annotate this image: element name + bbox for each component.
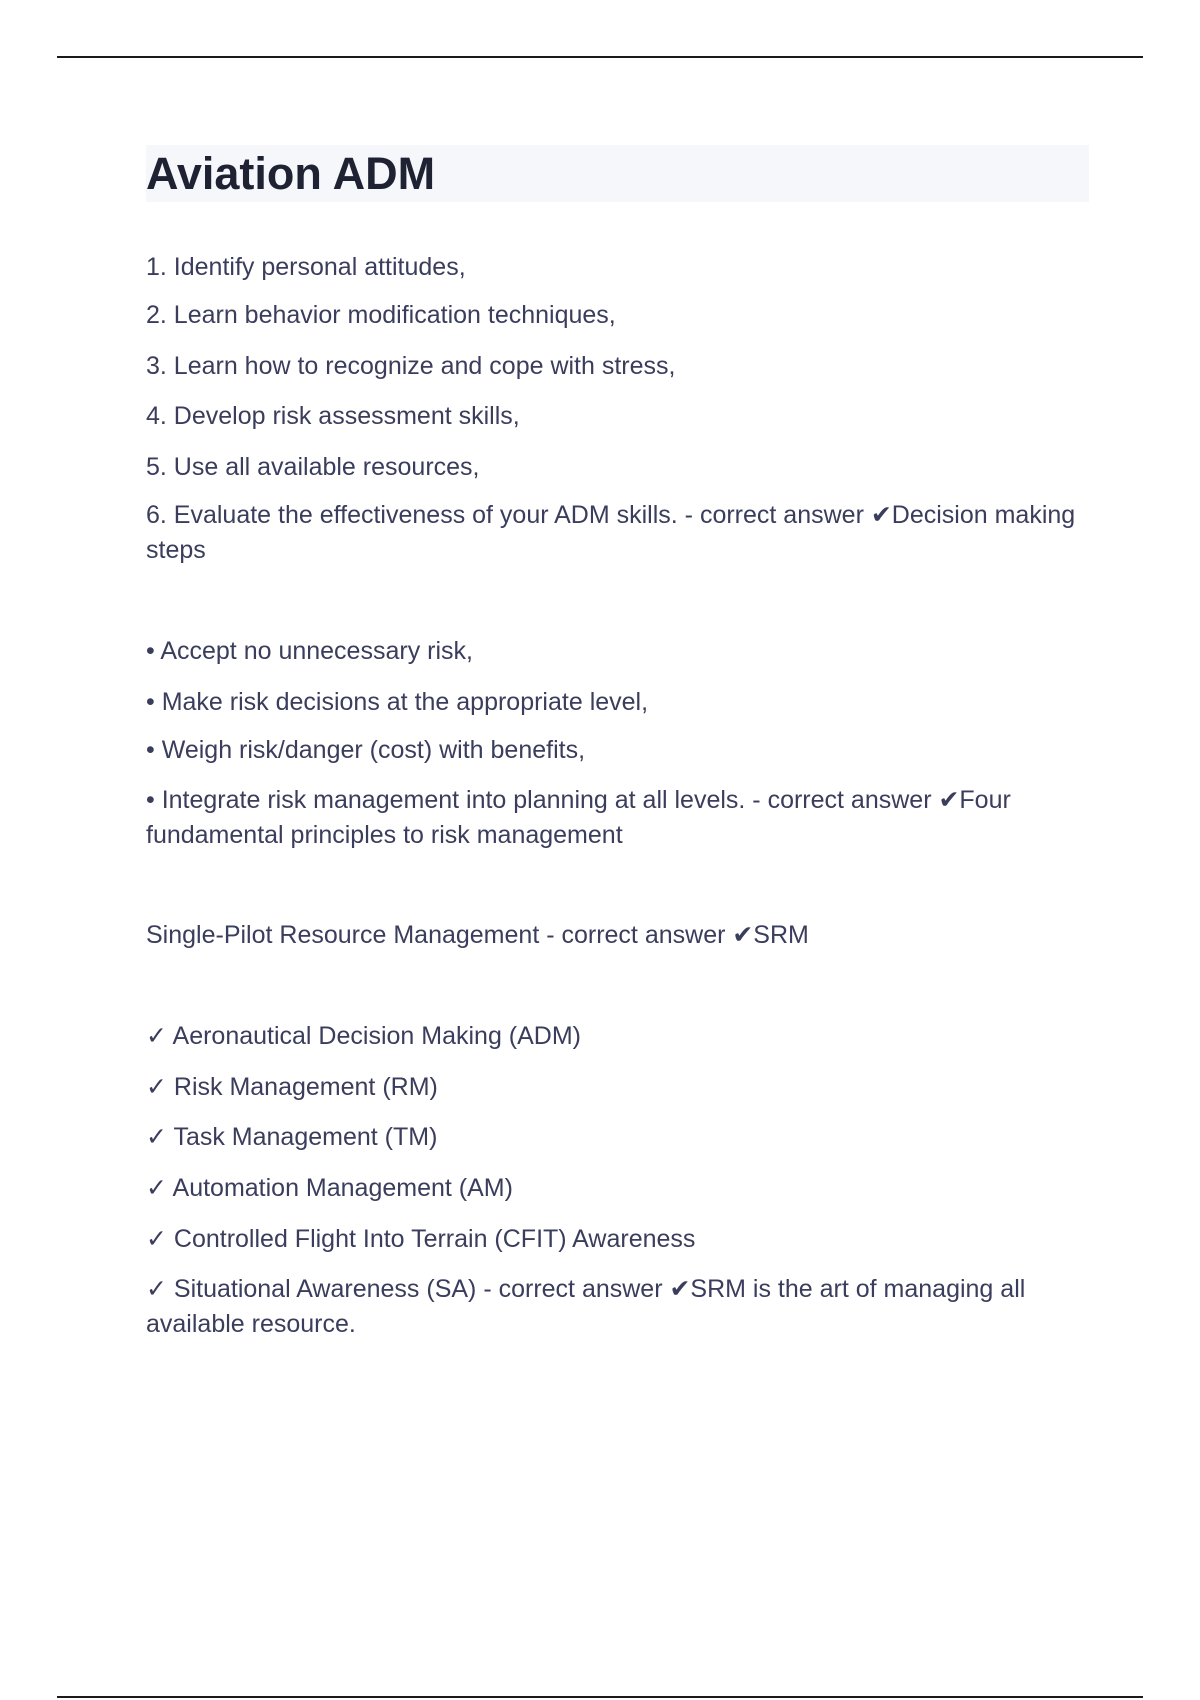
decision-step-1: 1. Identify personal attitudes, — [146, 253, 466, 281]
srm-item-am: ✓ Automation Management (AM) — [146, 1174, 513, 1202]
header-rule — [57, 56, 1143, 58]
risk-principle-3: • Weigh risk/danger (cost) with benefits, — [146, 736, 586, 764]
risk-principle-4: • Integrate risk management into planning at all levels. - correct answer ✔Four fundamental principles to risk management — [146, 786, 1011, 849]
decision-step-4: 4. Develop risk assessment skills, — [146, 402, 520, 430]
risk-principle-2: • Make risk decisions at the appropriate level, — [146, 688, 649, 716]
srm-item-cfit: ✓ Controlled Flight Into Terrain (CFIT) Awareness — [146, 1225, 696, 1253]
srm-item-sa: ✓ Situational Awareness (SA) - correct answer ✔SRM is the art of managing all available resource. — [146, 1275, 1026, 1338]
risk-principle-1: • Accept no unnecessary risk, — [146, 637, 473, 665]
document-title: Aviation ADM — [146, 148, 436, 199]
decision-step-6: 6. Evaluate the effectiveness of your ADM skills. - correct answer ✔Decision making steps — [146, 501, 1076, 564]
srm-definition: Single-Pilot Resource Management - correct answer ✔SRM — [146, 921, 809, 949]
footer-rule — [57, 1696, 1143, 1698]
srm-item-tm: ✓ Task Management (TM) — [146, 1123, 438, 1151]
decision-step-5: 5. Use all available resources, — [146, 453, 480, 481]
srm-item-rm: ✓ Risk Management (RM) — [146, 1073, 438, 1101]
decision-step-2: 2. Learn behavior modification techniques, — [146, 301, 616, 329]
srm-item-adm: ✓ Aeronautical Decision Making (ADM) — [146, 1022, 581, 1050]
decision-step-3: 3. Learn how to recognize and cope with stress, — [146, 352, 676, 380]
